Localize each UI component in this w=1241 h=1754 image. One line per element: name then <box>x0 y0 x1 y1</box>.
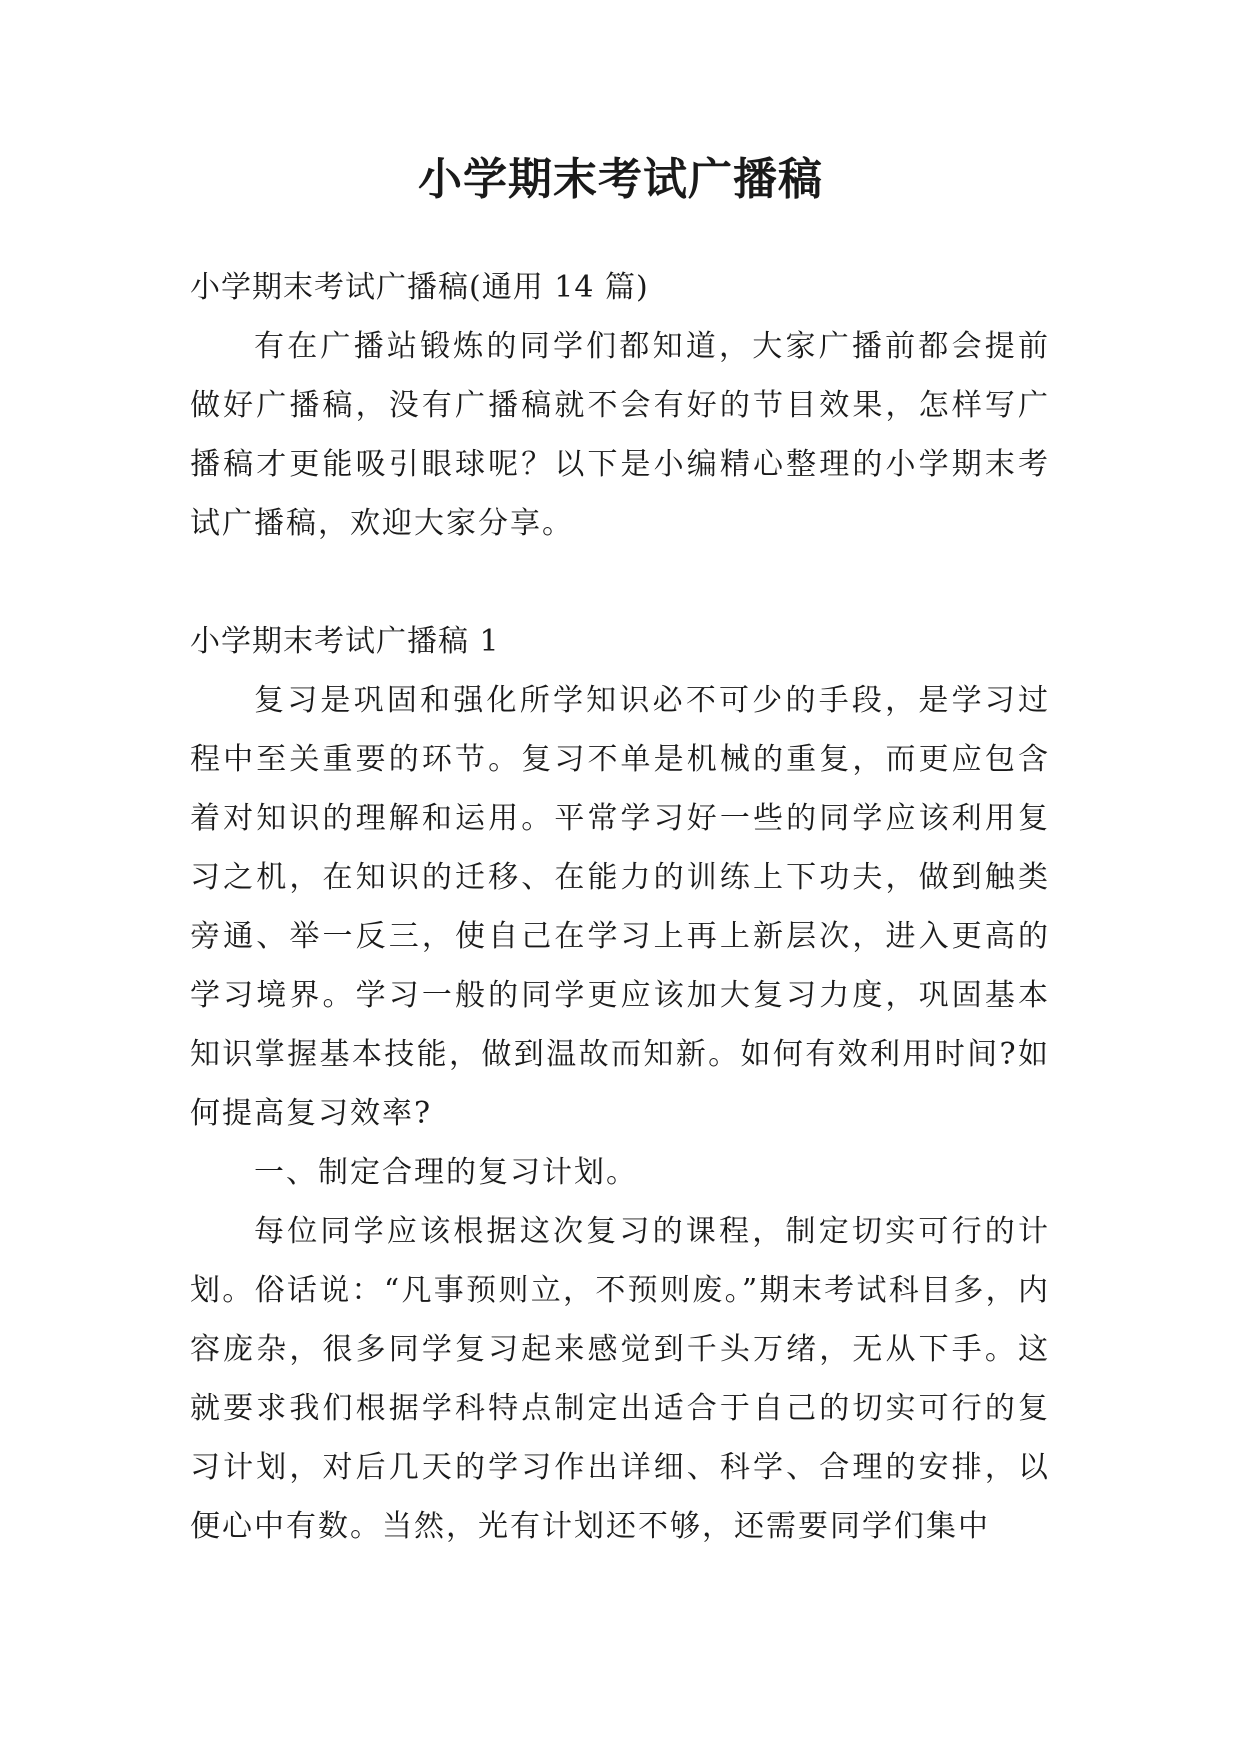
section-heading: 小学期末考试广播稿 1 <box>190 624 500 659</box>
document-title: 小学期末考试广播稿 <box>418 154 823 205</box>
point-heading: 一、制定合理的复习计划。 <box>254 1155 638 1190</box>
document-subtitle: 小学期末考试广播稿(通用 14 篇) <box>190 270 649 305</box>
body-paragraph: 复习是巩固和强化所学知识必不可少的手段，是学习过程中至关重要的环节。复习不单是机械的重复，而更应包含着对知识的理解和运用。平常学习好一些的同学应该利用复习之机，在知识的迁移、在能力的训练上下功夫，做到触类旁通、举一反三，使自己在学习上再上新层次，进入更高的学习境界。学习一般的同学更应该加大复习力度，巩固基本知识掌握基本技能，做到温故而知新。如何有效利用时间?如何提高复习效率? <box>190 683 1050 1131</box>
intro-paragraph: 有在广播站锻炼的同学们都知道，大家广播前都会提前做好广播稿，没有广播稿就不会有好的节目效果，怎样写广播稿才更能吸引眼球呢？以下是小编精心整理的小学期末考试广播稿，欢迎大家分享。 <box>190 329 1050 541</box>
document-body <box>190 258 1050 1556</box>
section-spacer <box>190 553 1050 612</box>
body-paragraph: 每位同学应该根据这次复习的课程，制定切实可行的计划。俗话说：“凡事预则立，不预则废。”期末考试科目多，内容庞杂，很多同学复习起来感觉到千头万绪，无从下手。这就要求我们根据学科特点制定出适合于自己的切实可行的复习计划，对后几天的学习作出详细、科学、合理的安排，以便心中有数。当然，光有计划还不够，还需要同学们集中 <box>190 1214 1050 1544</box>
